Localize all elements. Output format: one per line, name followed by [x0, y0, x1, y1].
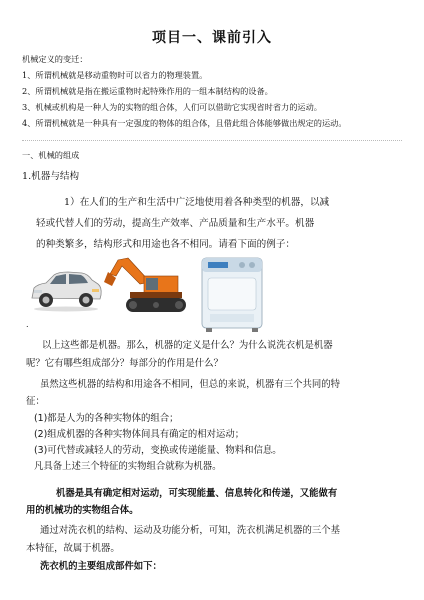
definition-item-1: 1、所谓机械就是移动重物时可以省力的物理装置。	[22, 70, 208, 80]
machine-definition-line-2: 用的机械功的实物组合体。	[26, 505, 139, 516]
body-conclusion: 凡具备上述三个特征的实物组合就称为机器。	[34, 461, 222, 472]
definition-item-4: 4、所谓机械就是一种具有一定强度的物体的组合体，且借此组合体能够做出规定的运动。	[22, 118, 347, 128]
washing-machine-image	[196, 252, 268, 334]
analysis-line-1: 通过对洗衣机的结构、运动及功能分析，可知，洗衣机满足机器的三个基	[40, 525, 341, 536]
washer-components-heading: 洗衣机的主要组成部件如下：	[40, 561, 162, 572]
intro-line-2: 轻或代替人们的劳动，提高生产效率、产品质量和生产水平。机器	[36, 218, 315, 229]
feature-1: (1)都是人为的各种实物体的组合；	[34, 413, 179, 424]
definition-item-2: 2、所谓机械就是指在搬运重物时起特殊作用的一组本制结构的设备。	[22, 86, 273, 96]
definition-heading: 机械定义的变迁：	[22, 54, 88, 64]
subsection-heading: 1.机器与结构	[22, 171, 80, 182]
body-line-3: 虽然这些机器的结构和用途各不相同，但总的来说，机器有三个共同的特	[40, 379, 341, 390]
page-title: 项目一、课前引入	[152, 30, 272, 46]
body-line-1: 以上这些都是机器。那么，机器的定义是什么？为什么说洗衣机是机器	[42, 340, 333, 351]
car-image	[28, 262, 104, 314]
intro-line-1: 1）在人们的生产和生活中广泛地使用着各种类型的机器，以减	[64, 197, 330, 208]
section-heading: 一、机械的组成	[22, 150, 80, 160]
feature-2: (2)组成机器的各种实物体间具有确定的相对运动；	[34, 429, 245, 440]
feature-3: (3)可代替或减轻人的劳动，变换或传递能量、物料和信息。	[34, 445, 282, 456]
analysis-line-2: 本特征，故属于机器。	[26, 543, 120, 554]
excavator-image	[100, 252, 192, 320]
definition-item-3: 3、机械或机构是一种人为的实物的组合体，人们可以借助它实现省时省力的运动。	[22, 102, 322, 112]
intro-line-3: 的种类繁多，结构形式和用途也各不相同。请看下面的例子：	[36, 239, 296, 250]
machine-definition-line-1: 机器是具有确定相对运动，可实现能量、信息转化和传递，又能做有	[56, 488, 338, 499]
section-divider	[22, 140, 402, 141]
body-line-4: 征：	[26, 396, 45, 407]
image-caption-dot: .	[26, 320, 29, 329]
body-line-2: 呢？它有哪些组成部分？每部分的作用是什么？	[26, 358, 223, 369]
